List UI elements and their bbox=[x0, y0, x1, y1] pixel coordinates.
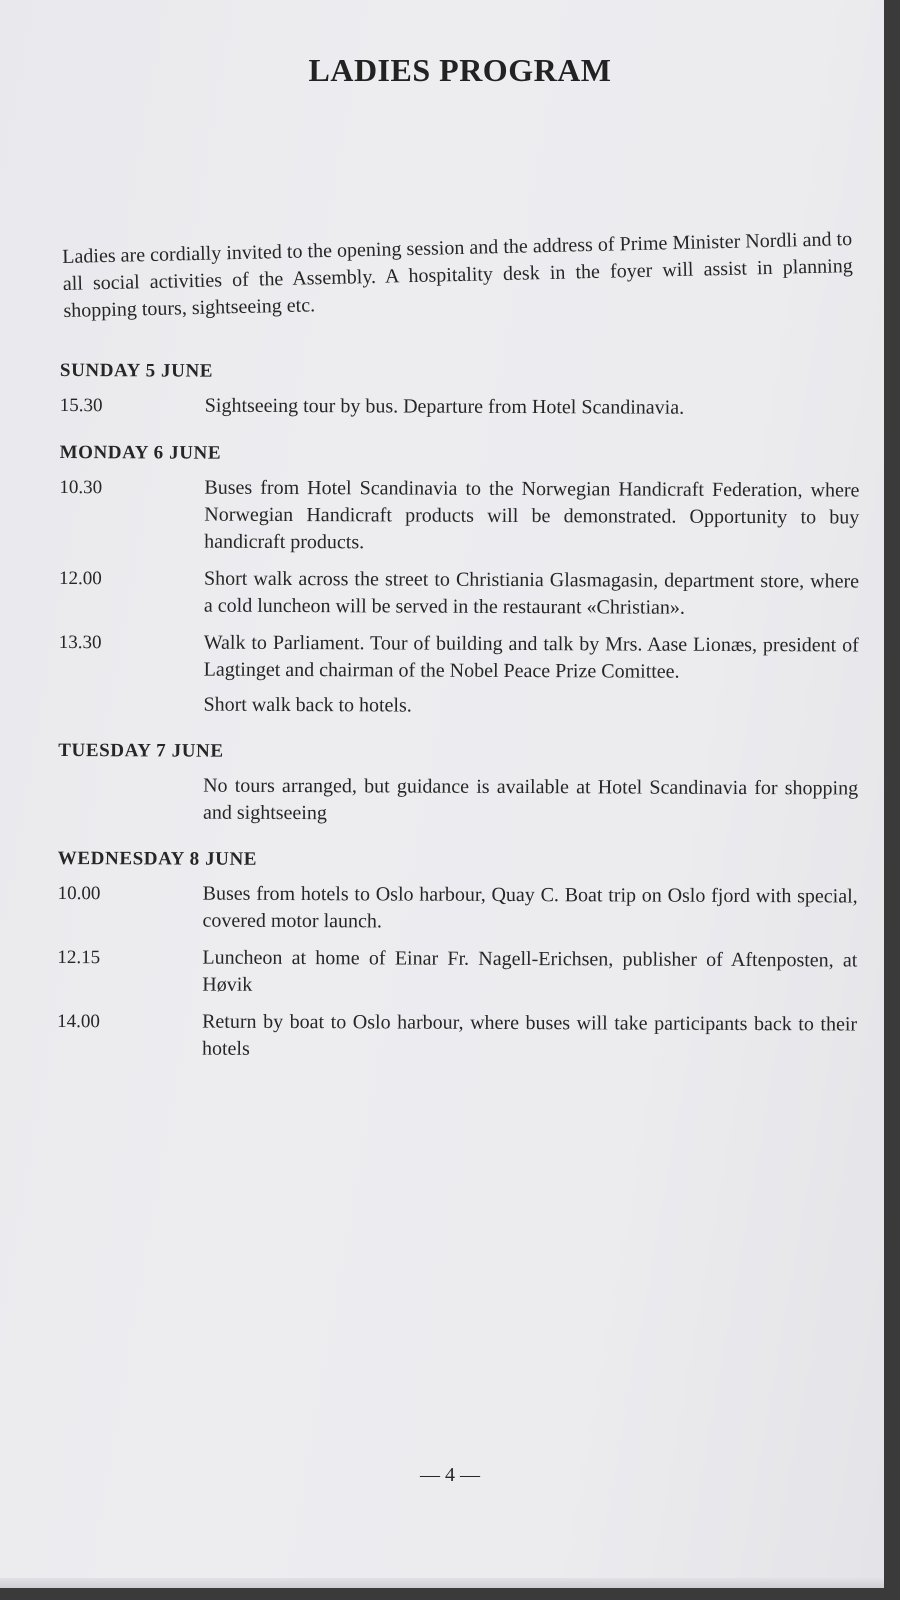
entry-time: 12.15 bbox=[57, 946, 101, 969]
schedule-entry bbox=[57, 944, 857, 1001]
schedule-entry bbox=[59, 629, 859, 686]
entry-time: 12.00 bbox=[59, 567, 102, 590]
entry-time bbox=[58, 772, 203, 827]
schedule-entry bbox=[57, 1008, 857, 1065]
day-tuesday bbox=[58, 740, 858, 829]
day-sunday bbox=[60, 360, 860, 423]
entry-description: Buses from hotels to Oslo harbour, Quay C. Boat trip on Oslo fjord with special, covered motor launch. bbox=[202, 882, 858, 933]
page-number: — 4 — bbox=[420, 1464, 480, 1486]
schedule-entry bbox=[59, 565, 859, 622]
entry-description: Sightseeing tour by bus. Departure from Hotel Scandinavia. bbox=[204, 394, 685, 419]
entry-time: 13.30 bbox=[58, 631, 102, 654]
entry-time: 10.30 bbox=[59, 476, 103, 499]
intro-paragraph: Ladies are cordially invited to the opening session and the address of Prime Minister Nordli and to all social activities of the Assembly. A hospitality desk in the foyer will assist in planning shopping tours, sightseeing etc. bbox=[62, 228, 853, 322]
schedule bbox=[57, 360, 860, 1087]
page-title: LADIES PROGRAM bbox=[308, 52, 612, 88]
entry-description: Return by boat to Oslo harbour, where buses will take participants back to their hotels bbox=[201, 1010, 858, 1060]
entry-description: Walk to Parliament. Tour of building and talk by Mrs. Aase Lionæs, president of Lagtinget and chairman of the Nobel Peace Prize Comittee. bbox=[203, 631, 859, 683]
schedule-entry bbox=[60, 392, 860, 423]
entry-description: Short walk across the street to Christiania Glasmagasin, department store, where a cold luncheon will be served in the restaurant «Christian». bbox=[203, 567, 860, 619]
day-heading: WEDNESDAY 8 JUNE bbox=[57, 847, 258, 870]
entry-time: 14.00 bbox=[57, 1010, 100, 1033]
schedule-entry bbox=[57, 880, 857, 937]
day-note: Short walk back to hotels. bbox=[203, 693, 412, 717]
schedule-entry bbox=[58, 772, 858, 829]
day-heading: MONDAY 6 JUNE bbox=[59, 441, 222, 464]
day-wednesday bbox=[57, 848, 858, 1065]
day-heading: TUESDAY 7 JUNE bbox=[58, 739, 224, 762]
entry-description: No tours arranged, but guidance is available at Hotel Scandinavia for shopping and sightseeing bbox=[202, 774, 859, 825]
day-heading: SUNDAY 5 JUNE bbox=[59, 360, 214, 382]
day-monday bbox=[58, 442, 859, 721]
entry-description: Buses from Hotel Scandinavia to the Norwegian Handicraft Federation, where Norwegian Handicraft products will be demonstrated. Opportunity to buy handicraft products. bbox=[204, 476, 860, 554]
schedule-entry bbox=[59, 474, 859, 558]
entry-description: Luncheon at home of Einar Fr. Nagell-Erichsen, publisher of Aftenposten, at Høvik bbox=[202, 946, 858, 996]
entry-time: 15.30 bbox=[59, 394, 103, 417]
entry-time: 10.00 bbox=[57, 882, 101, 905]
